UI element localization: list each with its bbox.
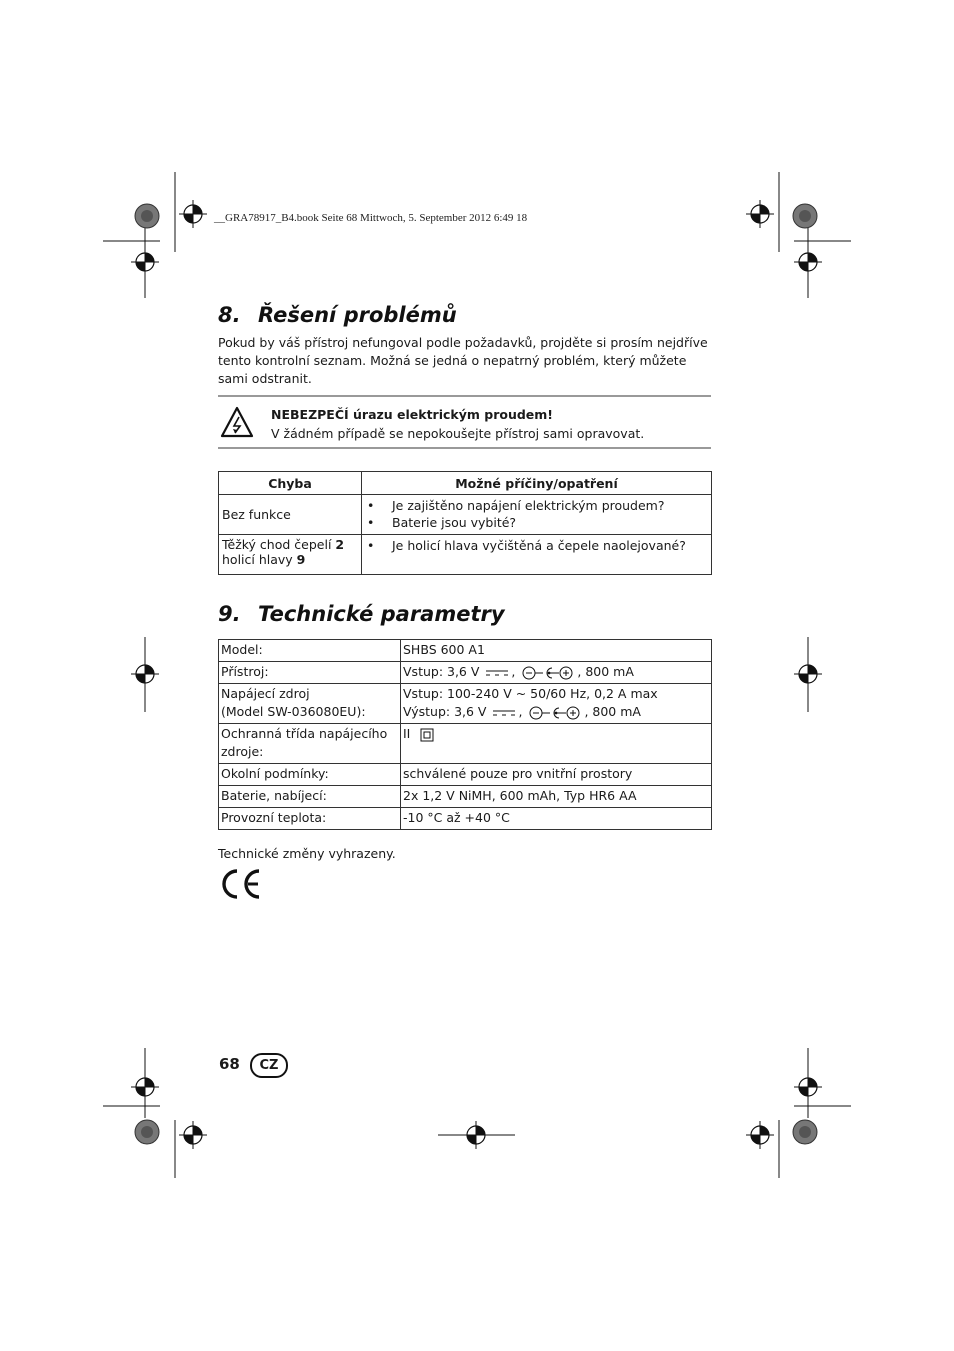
section-9-title: Technické parametry [258,602,505,626]
table-row [219,640,712,662]
section-9-heading [218,602,505,626]
table-header-row [219,472,712,495]
spec-label: Model: [219,640,401,662]
spec-value: schválené pouze pro vnitřní prostory [401,764,712,786]
troubleshooting-table [218,471,712,575]
spec-value: Vstup: 3,6 V , , 800 mA [401,662,712,684]
column-header-error: Chyba [219,472,362,495]
list-item: • Je holicí hlava vyčištěná a čepele naolejované? [367,538,686,553]
causes-cell [362,495,712,535]
spec-value: 2x 1,2 V NiMH, 600 mAh, Typ HR6 AA [401,786,712,808]
ce-mark-icon [218,868,262,900]
table-row [219,535,712,575]
technical-changes-note: Technické změny vyhrazeny. [218,846,396,861]
spec-value: II [401,724,712,764]
list-item: • Je zajištěno napájení elektrickým proudem? [367,498,665,513]
warning-box [218,395,711,449]
table-row [219,684,712,724]
part-reference: 9 [296,552,306,567]
spec-value: SHBS 600 A1 [401,640,712,662]
spec-label: Ochranná třída napájecího zdroje: [219,724,401,764]
section-8-intro: Pokud by váš přístroj nefungoval podle požadavků, projděte si prosím nejdříve tento kontrolní seznam. Možná se jedná o nepatrný problém, který můžete sami odstranit. [218,335,708,386]
list-item: • Baterie jsou vybité? [367,515,517,530]
warning-text: V žádném případě se nepokoušejte přístroj sami opravovat. [271,426,645,441]
section-8-number: 8. [218,303,241,327]
section-9-number: 9. [218,602,241,626]
page-number: 68 [219,1055,240,1073]
country-badge: CZ [250,1053,288,1078]
spec-label: Okolní podmínky: [219,764,401,786]
electric-hazard-icon [220,406,254,438]
dc-current-icon [492,708,516,718]
polarity-icon [521,665,575,681]
warning-title: NEBEZPEČÍ úrazu elektrickým proudem! [271,407,554,422]
spec-value: -10 °C až +40 °C [401,808,712,830]
section-8-title: Řešení problémů [258,303,457,327]
table-row [219,662,712,684]
section-8-heading [218,303,457,327]
error-cell: Těžký chod čepelí 2 holicí hlavy 9 [219,535,362,575]
error-cell: Bez funkce [219,495,362,535]
table-row [219,786,712,808]
part-reference: 2 [335,537,345,552]
spec-value: Vstup: 100-240 V ~ 50/60 Hz, 0,2 A max Výstup: 3,6 V , , 800 mA [401,684,712,724]
table-row [219,764,712,786]
spec-label: Baterie, nabíjecí: [219,786,401,808]
table-row [219,495,712,535]
technical-specs-table [218,639,712,830]
print-metadata-line: __GRA78917_B4.book Seite 68 Mittwoch, 5. September 2012 6:49 18 [214,212,528,224]
column-header-causes: Možné příčiny/opatření [362,472,712,495]
table-row [219,724,712,764]
spec-label: Provozní teplota: [219,808,401,830]
polarity-icon [528,705,582,721]
dc-current-icon [485,668,509,678]
spec-label: Napájecí zdroj (Model SW-036080EU): [219,684,401,724]
table-row [219,808,712,830]
spec-label: Přístroj: [219,662,401,684]
protection-class-ii-icon [420,728,434,742]
causes-cell [362,535,712,575]
